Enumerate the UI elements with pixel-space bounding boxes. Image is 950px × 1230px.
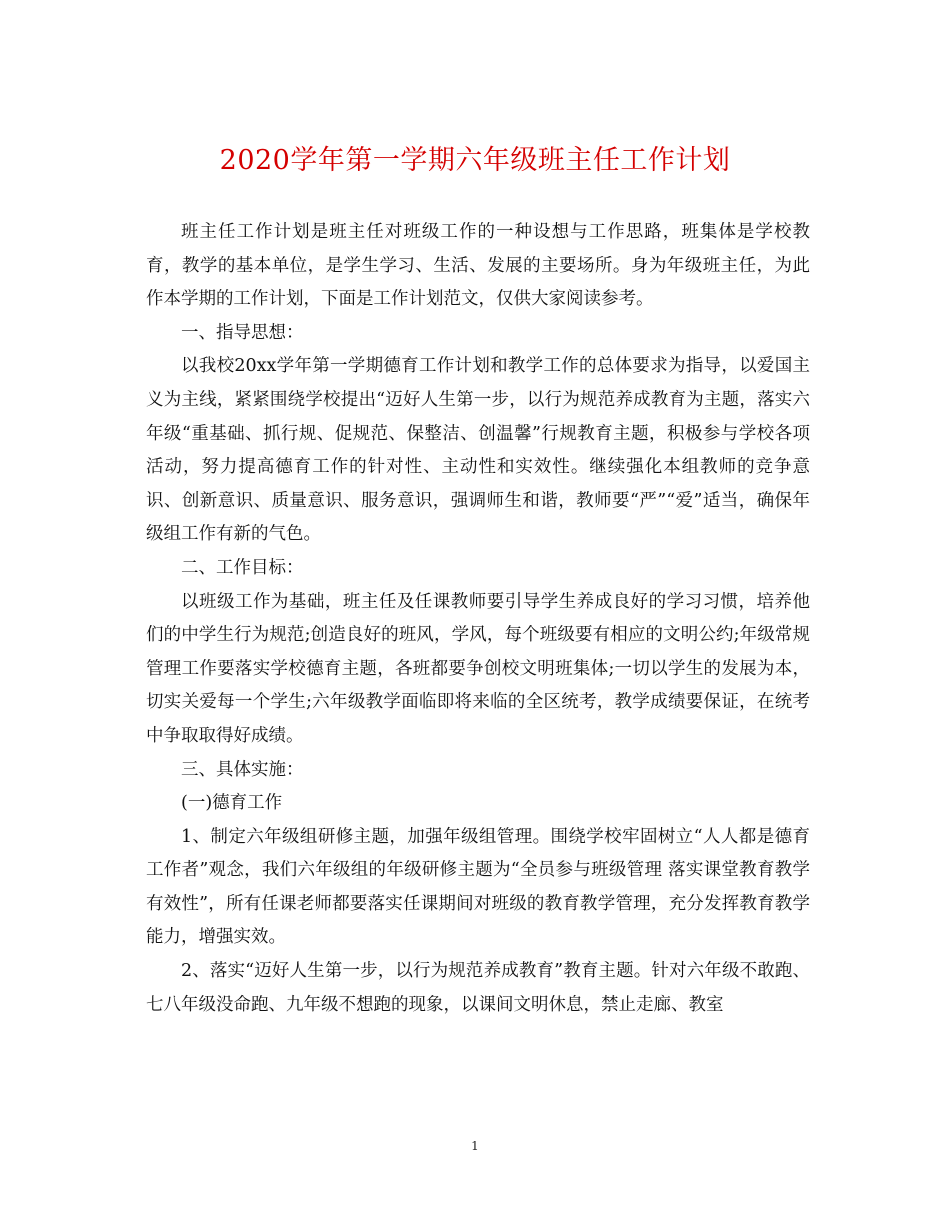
subsection-heading-moral-education: (一)德育工作 [181, 793, 283, 814]
guiding-ideology-paragraph: 以我校20xx学年第一学期德育工作计划和教学工作的总体要求为指导，以爱国主义为主线，紧紧围绕学校提出“迈好人生第一步，以行为规范养成教育为主题，落实六年级“重基础、抓行规、促规范、保整洁、创温馨”行规教育主题，积极参与学校各项活动，努力提高德育工作的针对性、主动性和实效性。继续强化本组教师的竞争意识、创新意识、质量意识、服务意识，强调师生和谐，教师要“严”“爱”适当，确保年级组工作有新的气色。 [146, 356, 810, 545]
document-title: 2020学年第一学期六年级班主任工作计划 [219, 145, 731, 176]
implementation-item-1: 1、制定六年级组研修主题，加强年级组管理。围绕学校牢固树立“人人都是德育工作者”观念，我们六年级组的年级研修主题为“全员参与班级管理 落实课堂教育教学有效性”，所有任课老师都要落实任课期间对班级的教育教学管理，充分发挥教育教学能力，增强实效。 [146, 826, 810, 948]
work-goals-paragraph: 以班级工作为基础，班主任及任课教师要引导学生养成良好的学习习惯，培养他们的中学生行为规范;创造良好的班风，学风，每个班级要有相应的文明公约;年级常规管理工作要落实学校德育主题，各班都要争创校文明班集体;一切以学生的发展为本，切实关爱每一个学生;六年级教学面临即将来临的全区统考，教学成绩要保证，在统考中争取取得好成绩。 [146, 591, 810, 746]
section-heading-implementation: 三、具体实施： [181, 759, 304, 780]
document-body [146, 216, 810, 1022]
implementation-item-2: 2、落实“迈好人生第一步，以行为规范养成教育”教育主题。针对六年级不敢跑、七八年级没命跑、九年级不想跑的现象，以课间文明休息，禁止走廊、教室 [146, 961, 810, 1015]
section-heading-guiding-ideology: 一、指导思想： [181, 322, 304, 343]
page-number: 1 [471, 1139, 479, 1153]
section-heading-work-goals: 二、工作目标： [181, 557, 304, 578]
intro-paragraph: 班主任工作计划是班主任对班级工作的一种设想与工作思路，班集体是学校教育，教学的基本单位，是学生学习、生活、发展的主要场所。身为年级班主任，为此作本学期的工作计划，下面是工作计划范文，仅供大家阅读参考。 [146, 222, 810, 310]
